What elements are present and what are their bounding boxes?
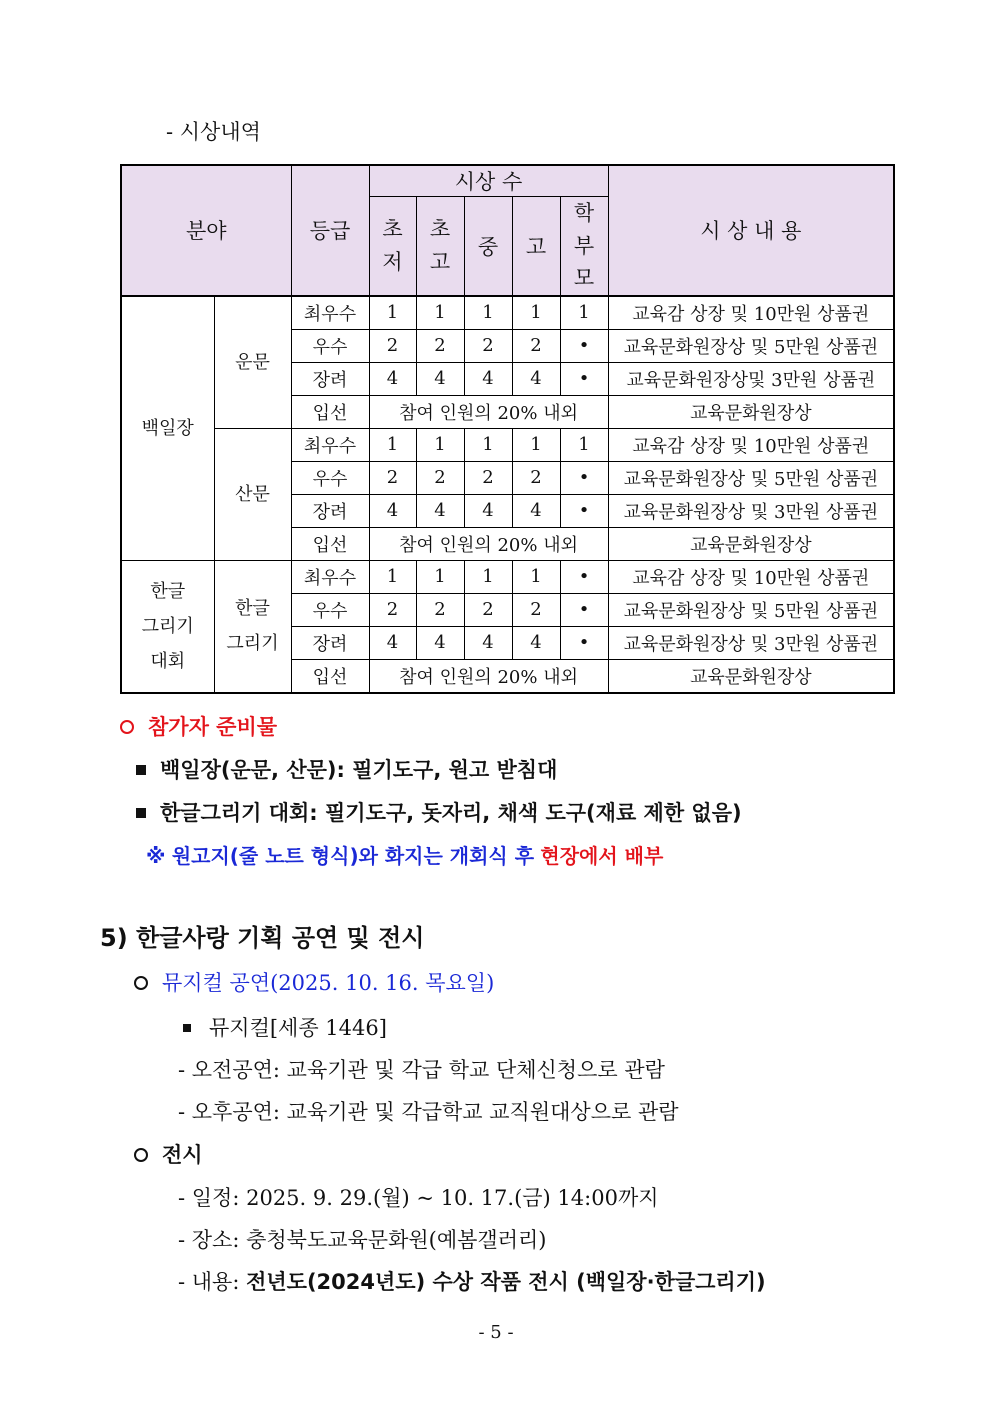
count-cell: 4	[512, 626, 560, 659]
content-cell: 교육문화원장상 및 3만원 상품권	[608, 494, 894, 527]
count-cell: 2	[416, 593, 464, 626]
grade-cell: 최우수	[291, 560, 369, 593]
header-field: 분야	[121, 165, 291, 296]
count-cell: 2	[416, 461, 464, 494]
content-cell: 교육문화원장상 및 5만원 상품권	[608, 329, 894, 362]
grade-cell: 최우수	[291, 428, 369, 461]
exhibit-schedule: - 일정: 2025. 9. 29.(월) ~ 10. 17.(금) 14:00까지	[178, 1186, 659, 1210]
count-cell: 4	[416, 362, 464, 395]
circle-bullet-icon	[134, 976, 148, 990]
count-cell: •	[560, 494, 608, 527]
merged-count-cell: 참여 인원의 20% 내외	[369, 659, 608, 693]
prep-item-2: 한글그리기 대회: 필기도구, 돗자리, 채색 도구(재료 제한 없음)	[136, 797, 742, 827]
count-cell: 1	[560, 296, 608, 330]
content-cell: 교육문화원장상	[608, 659, 894, 693]
table-row	[121, 296, 894, 330]
count-cell: 1	[416, 428, 464, 461]
count-cell: 1	[464, 296, 512, 330]
header-content: 시 상 내 용	[608, 165, 894, 296]
page-number: - 5 -	[478, 1322, 514, 1343]
count-cell: 2	[464, 593, 512, 626]
circle-bullet-icon	[120, 720, 134, 734]
exhibit-place: - 장소: 충청북도교육문화원(예봄갤러리)	[178, 1228, 547, 1252]
header-elem-low: 초 저	[369, 197, 416, 296]
count-cell: •	[560, 362, 608, 395]
grade-cell: 입선	[291, 659, 369, 693]
count-cell: •	[560, 593, 608, 626]
square-bullet-icon	[136, 765, 146, 775]
count-cell: 4	[369, 362, 416, 395]
count-cell: •	[560, 626, 608, 659]
musical-pm: - 오후공연: 교육기관 및 각급학교 교직원대상으로 관람	[178, 1100, 679, 1124]
square-bullet-icon	[136, 808, 146, 818]
count-cell: 4	[512, 494, 560, 527]
grade-cell: 우수	[291, 461, 369, 494]
header-high: 고	[512, 197, 560, 296]
count-cell: 4	[369, 494, 416, 527]
count-cell: 1	[416, 296, 464, 330]
content-cell: 교육감 상장 및 10만원 상품권	[608, 296, 894, 330]
count-cell: 4	[512, 362, 560, 395]
count-cell: 4	[464, 626, 512, 659]
count-cell: 2	[369, 329, 416, 362]
grade-cell: 장려	[291, 494, 369, 527]
count-cell: 2	[369, 461, 416, 494]
subfield-cell: 한글 그리기	[214, 560, 291, 693]
header-parent: 학 부 모	[560, 197, 608, 296]
musical-name: 뮤지컬[세종 1446]	[183, 1012, 387, 1042]
exhibit-title: 전시	[134, 1139, 203, 1169]
musical-title: 뮤지컬 공연(2025. 10. 16. 목요일)	[134, 967, 494, 997]
awards-table	[120, 164, 895, 694]
count-cell: 4	[416, 626, 464, 659]
count-cell: 1	[560, 428, 608, 461]
content-cell: 교육문화원장상	[608, 395, 894, 428]
content-cell: 교육문화원장상 및 3만원 상품권	[608, 626, 894, 659]
count-cell: 1	[512, 296, 560, 330]
count-cell: 4	[369, 626, 416, 659]
grade-cell: 장려	[291, 626, 369, 659]
content-cell: 교육문화원장상 및 5만원 상품권	[608, 593, 894, 626]
reference-mark-icon: ※	[146, 844, 166, 868]
content-cell: 교육감 상장 및 10만원 상품권	[608, 428, 894, 461]
content-cell: 교육문화원장상	[608, 527, 894, 560]
grade-cell: 우수	[291, 329, 369, 362]
subfield-cell: 운문	[214, 296, 291, 429]
merged-count-cell: 참여 인원의 20% 내외	[369, 527, 608, 560]
count-cell: •	[560, 329, 608, 362]
section5-heading: 5) 한글사랑 기획 공연 및 전시	[100, 924, 425, 952]
count-cell: 2	[512, 329, 560, 362]
table-row	[121, 560, 894, 593]
count-cell: 2	[369, 593, 416, 626]
count-cell: 1	[369, 296, 416, 330]
count-cell: 4	[464, 494, 512, 527]
field-cell: 백일장	[121, 296, 214, 561]
content-cell: 교육문화원장상 및 5만원 상품권	[608, 461, 894, 494]
grade-cell: 우수	[291, 593, 369, 626]
count-cell: •	[560, 560, 608, 593]
field-cell: 한글 그리기 대회	[121, 560, 214, 693]
prep-heading: 참가자 준비물	[120, 711, 277, 741]
grade-cell: 입선	[291, 527, 369, 560]
square-bullet-icon	[183, 1024, 191, 1032]
count-cell: 1	[512, 428, 560, 461]
count-cell: 4	[464, 362, 512, 395]
grade-cell: 입선	[291, 395, 369, 428]
header-grade: 등급	[291, 165, 369, 296]
header-elem-high: 초 고	[416, 197, 464, 296]
count-cell: 2	[512, 461, 560, 494]
exhibit-content: - 내용: 전년도(2024년도) 수상 작품 전시 (백일장·한글그리기)	[178, 1270, 766, 1294]
grade-cell: 장려	[291, 362, 369, 395]
circle-bullet-icon	[134, 1148, 148, 1162]
header-count: 시상 수	[369, 165, 608, 197]
count-cell: 1	[369, 560, 416, 593]
merged-count-cell: 참여 인원의 20% 내외	[369, 395, 608, 428]
count-cell: •	[560, 461, 608, 494]
prep-note: ※ 원고지(줄 노트 형식)와 화지는 개회식 후 현장에서 배부	[146, 844, 664, 868]
subfield-cell: 산문	[214, 428, 291, 560]
musical-am: - 오전공연: 교육기관 및 각급 학교 단체신청으로 관람	[178, 1058, 665, 1082]
count-cell: 2	[512, 593, 560, 626]
count-cell: 1	[416, 560, 464, 593]
count-cell: 4	[416, 494, 464, 527]
header-middle: 중	[464, 197, 512, 296]
table-row	[121, 428, 894, 461]
section-title: - 시상내역	[166, 120, 261, 144]
count-cell: 1	[464, 428, 512, 461]
count-cell: 2	[464, 329, 512, 362]
count-cell: 2	[464, 461, 512, 494]
grade-cell: 최우수	[291, 296, 369, 330]
count-cell: 2	[416, 329, 464, 362]
count-cell: 1	[512, 560, 560, 593]
count-cell: 1	[464, 560, 512, 593]
content-cell: 교육감 상장 및 10만원 상품권	[608, 560, 894, 593]
prep-item-1: 백일장(운문, 산문): 필기도구, 원고 받침대	[136, 754, 557, 784]
count-cell: 1	[369, 428, 416, 461]
content-cell: 교육문화원장상및 3만원 상품권	[608, 362, 894, 395]
